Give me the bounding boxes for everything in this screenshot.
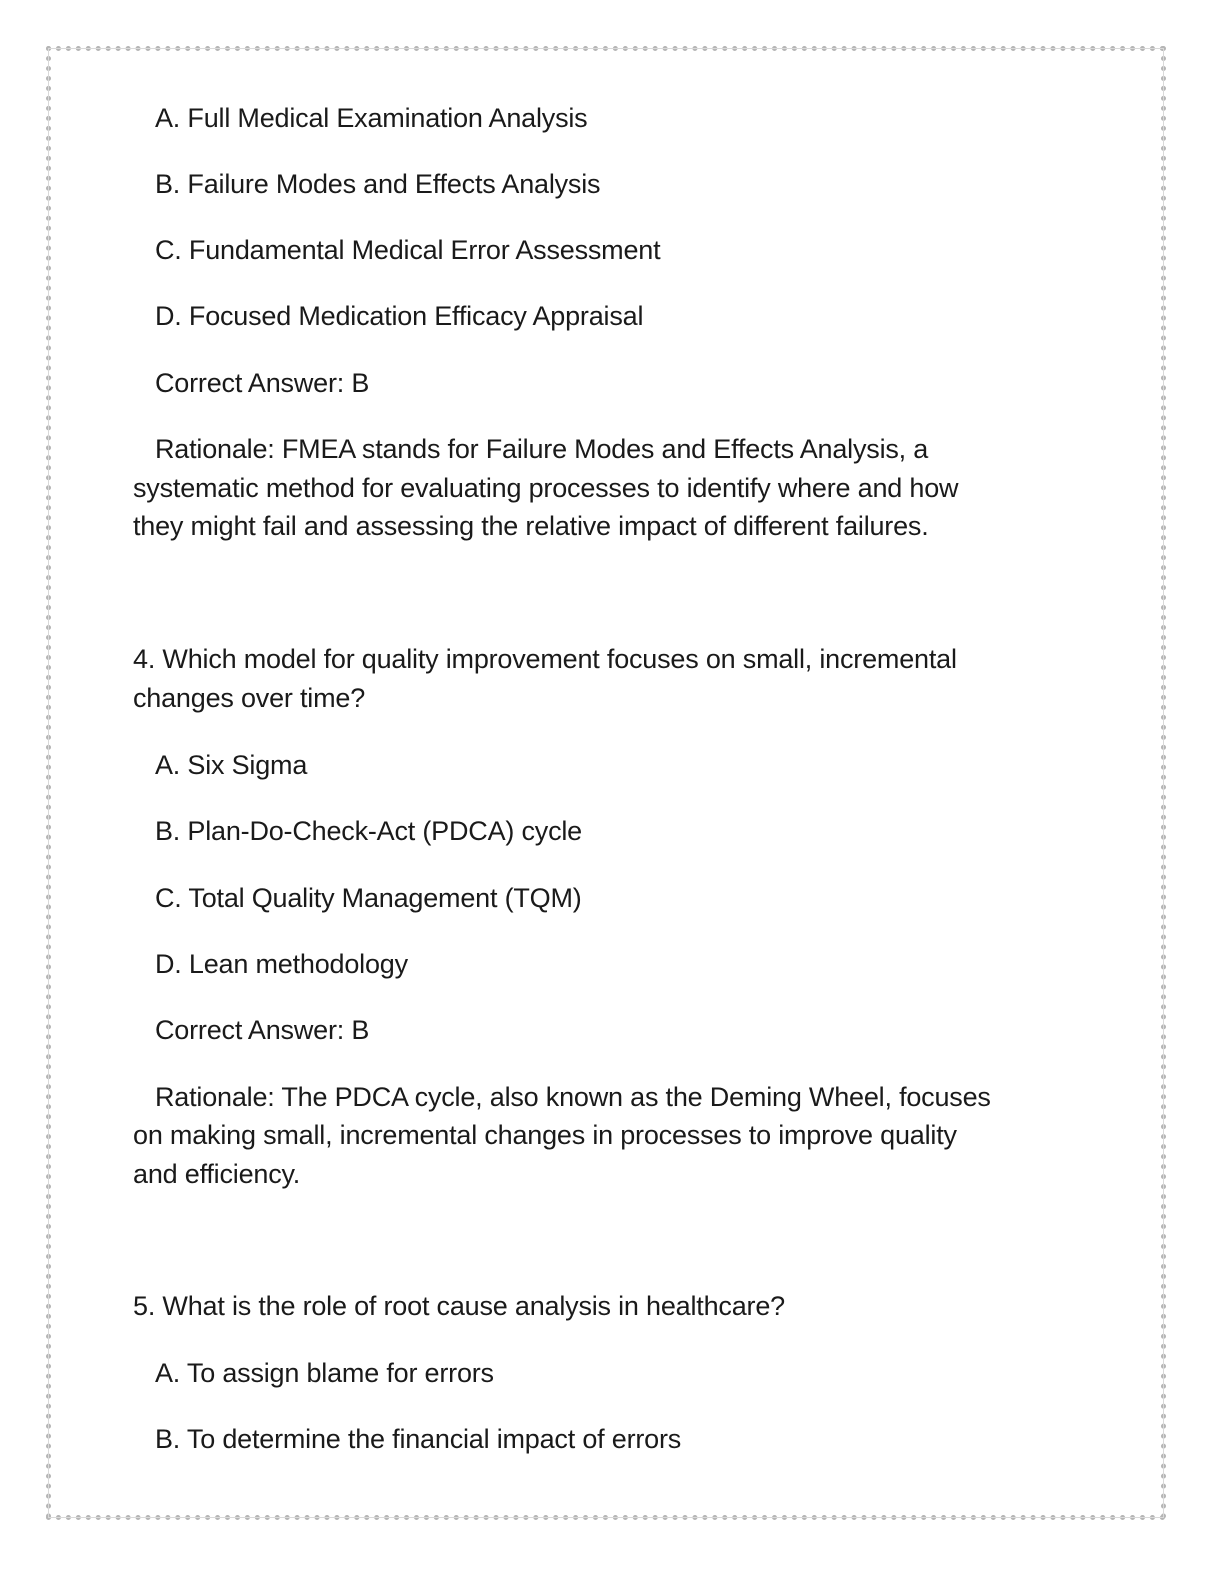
q3-option-c: C. Fundamental Medical Error Assessment	[155, 235, 661, 265]
q4-rationale-line-1: Rationale: The PDCA cycle, also known as the Deming Wheel, focuses	[155, 1082, 991, 1112]
q5-option-b: B. To determine the financial impact of errors	[155, 1424, 682, 1454]
q4-rationale-line-3: and efficiency.	[133, 1159, 301, 1189]
q5-option-a: A. To assign blame for errors	[155, 1358, 494, 1388]
q4-rationale-line-2: on making small, incremental changes in processes to improve quality	[133, 1120, 957, 1150]
q4-option-a: A. Six Sigma	[155, 750, 308, 780]
q3-rationale-line-2: systematic method for evaluating processes to identify where and how	[133, 473, 959, 503]
q3-option-d: D. Focused Medication Efficacy Appraisal	[155, 301, 644, 331]
q5-question-line-1: 5. What is the role of root cause analysis in healthcare?	[133, 1291, 785, 1321]
q3-rationale-line-3: they might fail and assessing the relative impact of different failures.	[133, 511, 929, 541]
q4-option-b: B. Plan-Do-Check-Act (PDCA) cycle	[155, 816, 582, 846]
q4-question-line-2: changes over time?	[133, 683, 366, 713]
q4-question-line-1: 4. Which model for quality improvement focuses on small, incremental	[133, 644, 957, 674]
q3-option-a: A. Full Medical Examination Analysis	[155, 103, 588, 133]
q3-option-b: B. Failure Modes and Effects Analysis	[155, 169, 601, 199]
q4-correct-answer: Correct Answer: B	[155, 1015, 370, 1045]
q4-option-c: C. Total Quality Management (TQM)	[155, 883, 582, 913]
q4-option-d: D. Lean methodology	[155, 949, 408, 979]
q3-correct-answer: Correct Answer: B	[155, 368, 370, 398]
q3-rationale-line-1: Rationale: FMEA stands for Failure Modes and Effects Analysis, a	[155, 434, 929, 464]
